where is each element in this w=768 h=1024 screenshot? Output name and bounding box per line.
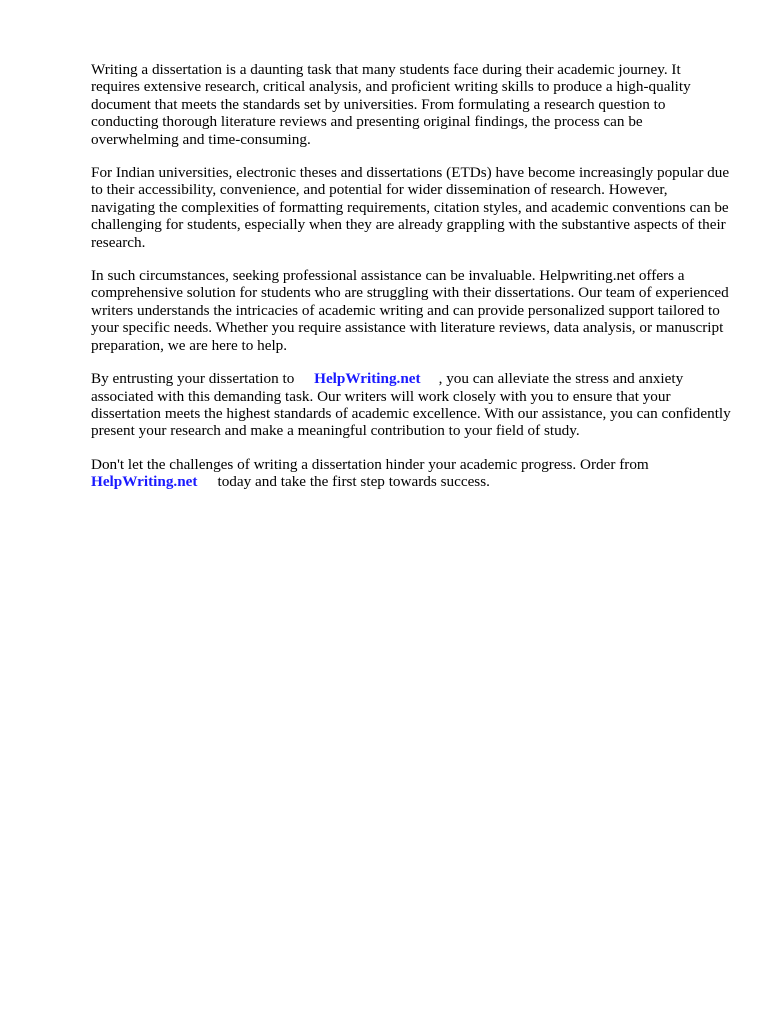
helpwriting-link-order[interactable]: HelpWriting.net <box>91 473 198 491</box>
paragraph-intro: Writing a dissertation is a daunting task that many students face during their academic journey. It requires extensive research, critical analysis, and proficient writing skills to produce a high-quality document that meets the standards set by universities. From formulating a research question to conducting thorough literature reviews and presenting original findings, the process can be overwhelming and time-consuming. <box>91 61 691 148</box>
paragraph-call-to-action <box>91 456 731 491</box>
cta-text-after: today and take the first step towards success. <box>217 473 490 491</box>
paragraph-indian-universities: For Indian universities, electronic theses and dissertations (ETDs) have become increasingly popular due to their accessibility, convenience, and potential for wider dissemination of research. However, navigating the complexities of formatting requirements, citation styles, and academic conventions can be challenging for students, especially when they are already grappling with the substantive aspects of their research. <box>91 164 730 251</box>
document-body <box>91 61 731 507</box>
cta-text-before: Don't let the challenges of writing a dissertation hinder your academic progress. Order from <box>91 455 649 473</box>
helpwriting-link[interactable]: HelpWriting.net <box>314 370 421 388</box>
paragraph-entrusting <box>91 370 731 440</box>
paragraph-assistance: In such circumstances, seeking professional assistance can be invaluable. Helpwriting.net offers a comprehensive solution for students who are struggling with their dissertations. Our team of experienced writers understands the intricacies of academic writing and can provide personalized support tailored to your specific needs. Whether you require assistance with literature reviews, data analysis, or manuscript preparation, we are here to help. <box>91 267 729 354</box>
entrusting-text-before: By entrusting your dissertation to <box>91 370 295 388</box>
entrusting-text-after: , you can alleviate the stress and anxiety associated with this demanding task. Our writers will work closely with you to ensure that your dissertation meets the highest standards of academic excellence. With our assistance, you can confidently present your research and make a meaningful contribution to your field of study. <box>91 370 731 440</box>
